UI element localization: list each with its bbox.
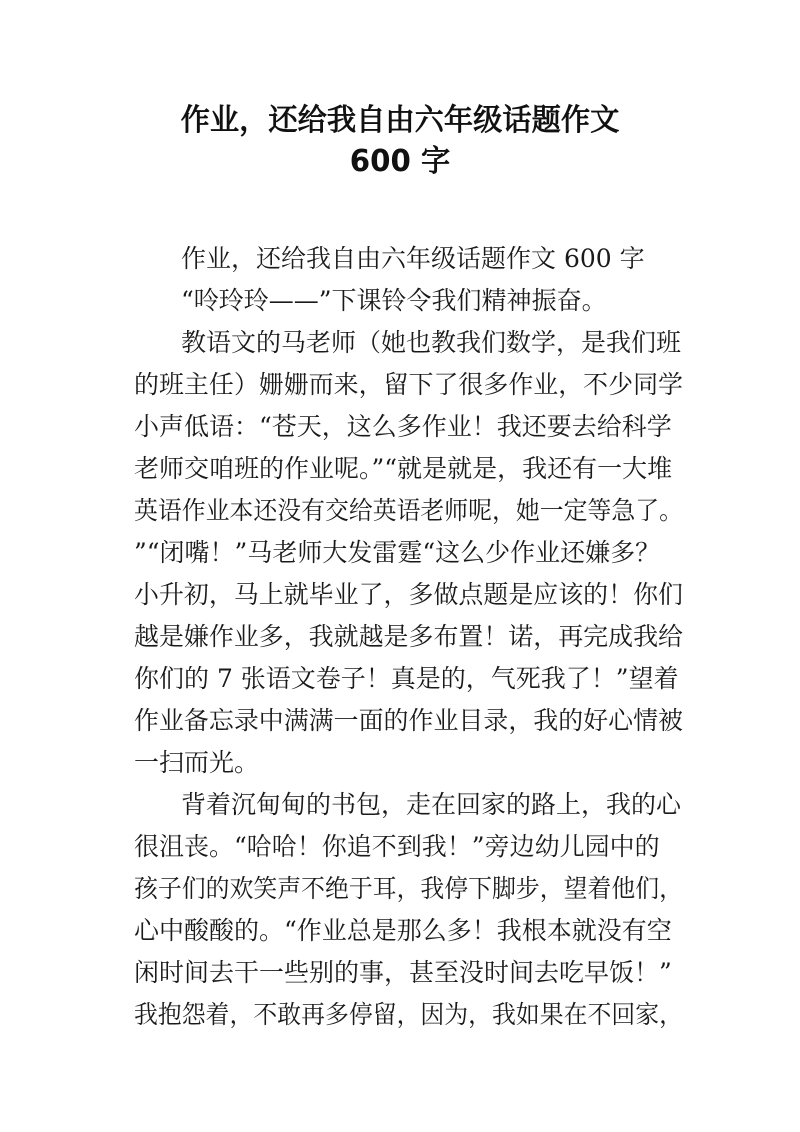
- body-line-9: 小升初，马上就毕业了，多做点题是应该的！你们: [134, 580, 684, 609]
- body-line-7: 英语作业本还没有交给英语老师呢，她一定等急了。: [134, 496, 684, 525]
- body-line-19: 我抱怨着，不敢再多停留，因为，我如果在不回家，: [134, 1000, 684, 1029]
- body-line-6: 老师交咱班的作业呢。”“就是就是，我还有一大堆: [134, 454, 673, 483]
- body-line-14: 背着沉甸甸的书包，走在回家的路上，我的心: [181, 790, 682, 819]
- body-line-10: 越是嫌作业多，我就越是多布置！诺，再完成我给: [134, 622, 684, 651]
- body-line-4: 的班主任）姗姗而来，留下了很多作业，不少同学: [134, 370, 684, 399]
- body-line-17: 心中酸酸的。“作业总是那么多！我根本就没有空: [134, 916, 672, 945]
- body-line-5: 小声低语：“苍天，这么多作业！我还要去给科学: [134, 412, 672, 441]
- body-line-12: 作业备忘录中满满一面的作业目录，我的好心情被: [134, 706, 684, 735]
- body-line-1: 作业，还给我自由六年级话题作文 600 字: [181, 244, 645, 273]
- body-line-11: 你们的 7 张语文卷子！真是的，气死我了！”望着: [134, 664, 679, 693]
- body-line-8: ”“闭嘴！”马老师大发雷霆“这么少作业还嫌多？: [134, 538, 661, 567]
- body-line-2: “呤玲玲——”下课铃令我们精神振奋。: [181, 286, 607, 315]
- body-line-13: 一扫而光。: [134, 748, 260, 777]
- body-line-18: 闲时间去干一些别的事，甚至没时间去吃早饭！”: [134, 958, 672, 987]
- document-title-line-1: 作业，还给我自由六年级话题作文: [180, 103, 620, 138]
- document-title-line-2: 600 字: [349, 144, 451, 179]
- body-line-3: 教语文的马老师（她也教我们数学，是我们班: [181, 328, 682, 357]
- body-line-16: 孩子们的欢笑声不绝于耳，我停下脚步，望着他们，: [134, 874, 684, 903]
- body-line-15: 很沮丧。“哈哈！你追不到我！”旁边幼儿园中的: [134, 832, 660, 861]
